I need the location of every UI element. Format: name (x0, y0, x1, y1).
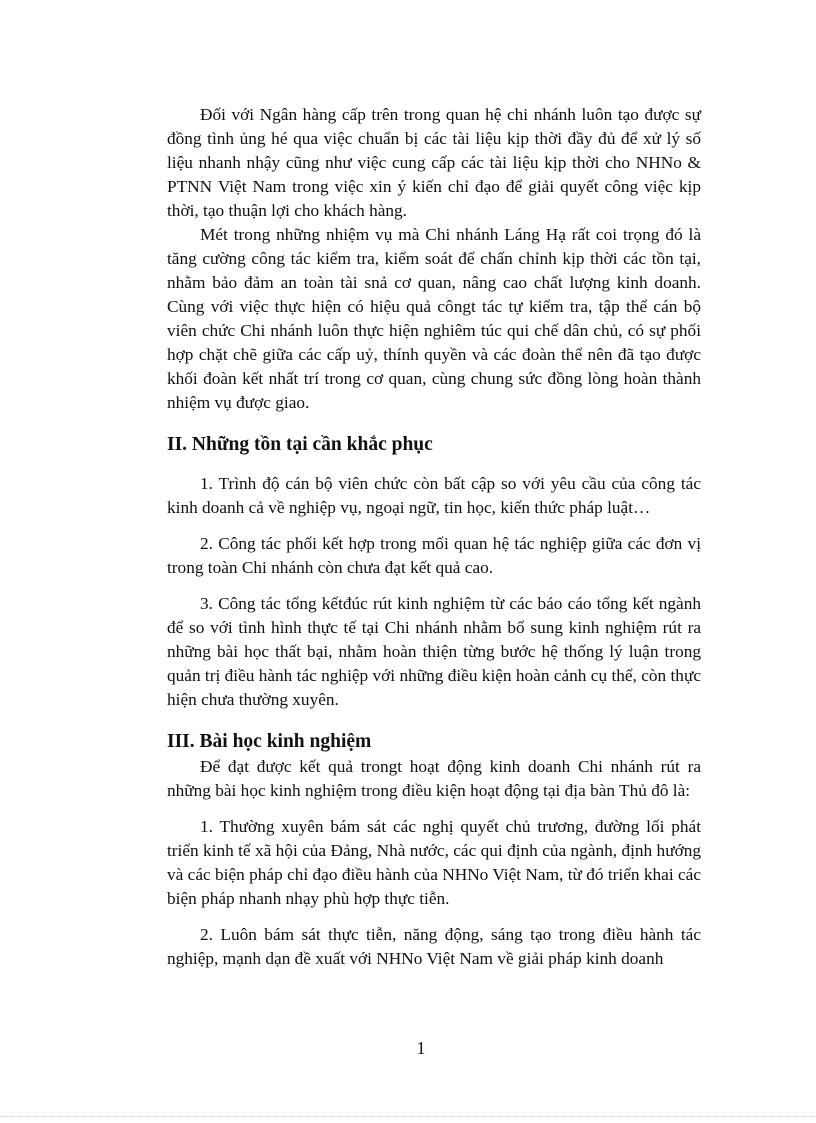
section-2-heading: II. Những tồn tại cần khắc phục (167, 434, 433, 455)
section-3-item-1: 1. Thường xuyên bám sát các nghị quyết chủ trương, đường lối phát triển kinh tế xã hội của Đảng, Nhà nước, các qui định của ngành, định hướng và các biện pháp chỉ đạo điều hành của NHNo Việt Nam, từ đó triển khai các biện pháp nhanh nhạy phù hợp thực tiễn. (167, 817, 701, 908)
page-number: 1 (416, 1038, 426, 1058)
document-body (167, 103, 701, 971)
section-3-intro: Để đạt được kết quả trongt hoạt động kinh doanh Chi nhánh rút ra những bài học kinh nghiệm trong điều kiện hoạt động tại địa bàn Thủ đô là: (167, 757, 701, 800)
intro-paragraph-2: Mét trong những nhiệm vụ mà Chi nhánh Láng Hạ rất coi trọng đó là tăng cường công tác kiểm tra, kiểm soát để chấn chỉnh kịp thời các tồn tại, nhằm bảo đảm an toàn tài snả cơ quan, nâng cao chất lượng kinh doanh. Cùng với việc thực hiện có hiệu quả côngt tác tự kiểm tra, tập thể cán bộ viên chức Chi nhánh luôn thực hiện nghiêm túc qui chế dân chủ, có sự phối hợp chặt chẽ giữa các cấp uỷ, thính quyền và các đoàn thể nên đã tạo được khối đoàn kết nhất trí trong cơ quan, cùng chung sức đồng lòng hoàn thành nhiệm vụ được giao. (167, 225, 701, 412)
section-2-item-3: 3. Công tác tổng kếtđúc rút kinh nghiệm từ các báo cáo tổng kết ngành để so với tình hình thực tế tại Chi nhánh nhằm bổ sung kinh nghiệm rút ra những bài học thất bại, nhằm hoàn thiện từng bước hệ thống lý luận trong quản trị điều hành tác nghiệp với những điều kiện hoàn cảnh cụ thể, còn thực hiện chưa thường xuyên. (167, 594, 701, 709)
intro-paragraph-1: Đối với Ngân hàng cấp trên trong quan hệ chi nhánh luôn tạo được sự đồng tình ủng hé qua việc chuẩn bị các tài liệu kịp thời đầy đủ để xử lý số liệu nhanh nhậy cũng như việc cung cấp các tài liệu kịp thời cho NHNo & PTNN Việt Nam trong việc xin ý kiến chỉ đạo để giải quyết công việc kịp thời, tạo thuận lợi cho khách hàng. (167, 105, 701, 220)
page-bottom-divider (0, 1116, 816, 1117)
section-2-item-2: 2. Công tác phối kết hợp trong mối quan hệ tác nghiệp giữa các đơn vị trong toàn Chi nhánh còn chưa đạt kết quả cao. (167, 534, 701, 577)
section-2-item-1: 1. Trình độ cán bộ viên chức còn bất cập so với yêu cầu của công tác kinh doanh cả về nghiệp vụ, ngoại ngữ, tin học, kiến thức pháp luật… (167, 474, 701, 517)
section-3-heading: III. Bài học kinh nghiệm (167, 731, 372, 752)
section-3-item-2: 2. Luôn bám sát thực tiễn, năng động, sáng tạo trong điều hành tác nghiệp, mạnh dạn đề xuất với NHNo Việt Nam về giải pháp kinh doanh (167, 925, 701, 968)
